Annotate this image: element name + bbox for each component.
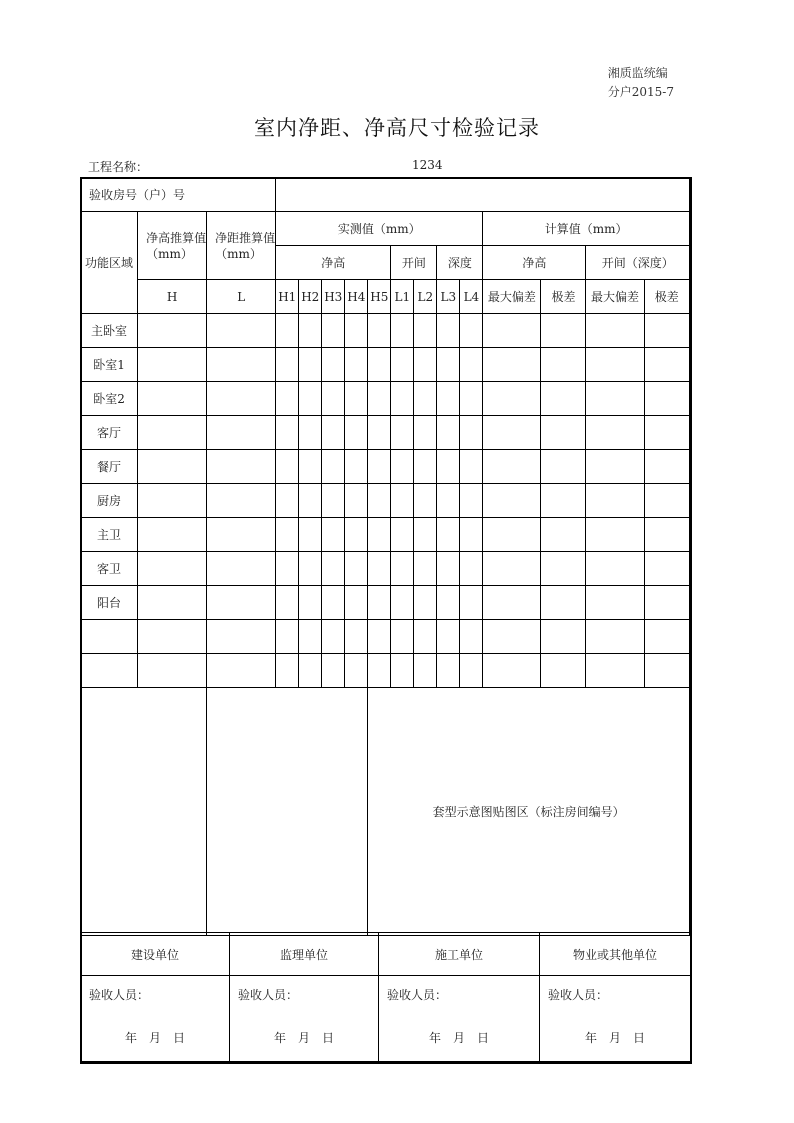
- table-row: [81, 382, 690, 416]
- data-cell[interactable]: [541, 654, 586, 688]
- data-cell[interactable]: [299, 620, 322, 654]
- data-cell[interactable]: [276, 314, 299, 348]
- sign-cell-property[interactable]: [540, 976, 691, 1062]
- data-cell[interactable]: [644, 348, 689, 382]
- data-cell[interactable]: [437, 552, 460, 586]
- data-cell[interactable]: [276, 348, 299, 382]
- date-label: 年 月 日: [428, 1031, 489, 1045]
- room-name: 主卫: [81, 518, 138, 552]
- data-cell[interactable]: [391, 620, 414, 654]
- data-cell[interactable]: [368, 484, 391, 518]
- data-cell[interactable]: [541, 314, 586, 348]
- data-cell[interactable]: [391, 450, 414, 484]
- data-cell[interactable]: [414, 314, 437, 348]
- inspector-label: 验收人员：: [89, 988, 150, 1002]
- net-height-header: 净高: [276, 246, 391, 280]
- data-cell[interactable]: [207, 348, 276, 382]
- data-cell[interactable]: [368, 348, 391, 382]
- h2-header: H2: [299, 280, 322, 314]
- form-code-line1: 湘质监统编: [607, 66, 668, 80]
- max-dev2-header: 最大偏差: [586, 280, 644, 314]
- diagram-area[interactable]: [207, 688, 368, 936]
- h1-header: H1: [276, 280, 299, 314]
- sign-unit-supervisor: 监理单位: [230, 933, 379, 976]
- h5-header: H5: [368, 280, 391, 314]
- data-cell[interactable]: [460, 620, 483, 654]
- room-no-label: 验收房号（户）号: [81, 178, 276, 212]
- data-cell[interactable]: [414, 586, 437, 620]
- data-cell[interactable]: [368, 314, 391, 348]
- h3-header: H3: [322, 280, 345, 314]
- data-cell[interactable]: [322, 654, 345, 688]
- data-cell[interactable]: [207, 484, 276, 518]
- data-cell[interactable]: [368, 416, 391, 450]
- data-cell[interactable]: [437, 382, 460, 416]
- data-cell[interactable]: [207, 620, 276, 654]
- data-cell[interactable]: [299, 586, 322, 620]
- data-cell[interactable]: [483, 586, 541, 620]
- table-row: [81, 314, 690, 348]
- data-cell[interactable]: [299, 484, 322, 518]
- project-name-label: 工程名称：: [88, 160, 149, 174]
- data-cell[interactable]: [541, 620, 586, 654]
- data-cell[interactable]: [460, 552, 483, 586]
- data-cell[interactable]: [276, 552, 299, 586]
- data-cell[interactable]: [437, 654, 460, 688]
- data-cell[interactable]: [460, 654, 483, 688]
- data-cell[interactable]: [644, 416, 689, 450]
- data-cell[interactable]: [460, 382, 483, 416]
- data-cell[interactable]: [483, 450, 541, 484]
- data-cell[interactable]: [138, 382, 207, 416]
- table-row: [81, 586, 690, 620]
- table-row: [81, 654, 690, 688]
- data-cell[interactable]: [322, 484, 345, 518]
- max-dev-header: 最大偏差: [483, 280, 541, 314]
- data-cell[interactable]: [345, 586, 368, 620]
- sign-unit-property: 物业或其他单位: [540, 933, 691, 976]
- data-cell[interactable]: [644, 654, 689, 688]
- data-cell[interactable]: [391, 314, 414, 348]
- data-cell[interactable]: [460, 586, 483, 620]
- table-row: [81, 552, 690, 586]
- sign-cell-supervisor[interactable]: [230, 976, 379, 1062]
- data-cell[interactable]: [138, 552, 207, 586]
- data-cell[interactable]: [138, 518, 207, 552]
- calc-bay-depth-header: 开间（深度）: [586, 246, 690, 280]
- data-cell[interactable]: [437, 416, 460, 450]
- data-cell[interactable]: [437, 314, 460, 348]
- data-cell[interactable]: [483, 382, 541, 416]
- page-title: 室内净距、净高尺寸检验记录: [254, 116, 540, 140]
- data-cell[interactable]: [586, 620, 644, 654]
- date-label: 年 月 日: [584, 1031, 645, 1045]
- data-cell[interactable]: [437, 348, 460, 382]
- room-no-value[interactable]: [276, 178, 690, 212]
- data-cell[interactable]: [391, 348, 414, 382]
- data-cell[interactable]: [414, 416, 437, 450]
- data-cell[interactable]: [460, 314, 483, 348]
- project-name-value[interactable]: 1234: [412, 158, 443, 172]
- data-cell[interactable]: [207, 552, 276, 586]
- room-name: 卧室2: [81, 382, 138, 416]
- table-row: [81, 416, 690, 450]
- data-cell[interactable]: [644, 620, 689, 654]
- data-cell[interactable]: [483, 552, 541, 586]
- data-cell[interactable]: [541, 552, 586, 586]
- data-cell[interactable]: [541, 416, 586, 450]
- room-name: [81, 620, 138, 654]
- data-cell[interactable]: [345, 620, 368, 654]
- data-cell[interactable]: [276, 620, 299, 654]
- data-cell[interactable]: [644, 450, 689, 484]
- data-cell[interactable]: [138, 484, 207, 518]
- room-name: 客卫: [81, 552, 138, 586]
- range2-header: 极差: [644, 280, 689, 314]
- data-cell[interactable]: [368, 654, 391, 688]
- data-cell[interactable]: [391, 382, 414, 416]
- data-cell[interactable]: [460, 348, 483, 382]
- h-calc-header: 净高推算值（mm）: [138, 212, 207, 280]
- data-cell[interactable]: [345, 518, 368, 552]
- sign-cell-owner[interactable]: [81, 976, 230, 1062]
- date-label: 年 月 日: [124, 1031, 185, 1045]
- data-cell[interactable]: [276, 654, 299, 688]
- data-cell[interactable]: [322, 348, 345, 382]
- data-cell[interactable]: [345, 348, 368, 382]
- data-cell[interactable]: [368, 620, 391, 654]
- data-cell[interactable]: [414, 654, 437, 688]
- data-cell[interactable]: [138, 450, 207, 484]
- data-cell[interactable]: [276, 416, 299, 450]
- data-cell[interactable]: [644, 484, 689, 518]
- sign-cell-contractor[interactable]: [379, 976, 540, 1062]
- data-cell[interactable]: [138, 654, 207, 688]
- table-row: [81, 450, 690, 484]
- room-name: 阳台: [81, 586, 138, 620]
- data-cell[interactable]: [483, 416, 541, 450]
- date-label: 年 月 日: [273, 1031, 334, 1045]
- data-cell[interactable]: [483, 654, 541, 688]
- room-name: 客厅: [81, 416, 138, 450]
- data-cell[interactable]: [483, 518, 541, 552]
- data-cell[interactable]: [322, 586, 345, 620]
- data-cell[interactable]: [299, 518, 322, 552]
- data-cell[interactable]: [586, 654, 644, 688]
- data-cell[interactable]: [644, 382, 689, 416]
- data-cell[interactable]: [541, 484, 586, 518]
- data-cell[interactable]: [414, 518, 437, 552]
- diagram-left-empty: [81, 688, 207, 936]
- data-cell[interactable]: [483, 484, 541, 518]
- room-name: 厨房: [81, 484, 138, 518]
- data-cell[interactable]: [414, 348, 437, 382]
- data-cell[interactable]: [276, 382, 299, 416]
- data-cell[interactable]: [391, 552, 414, 586]
- data-cell[interactable]: [586, 552, 644, 586]
- data-cell[interactable]: [437, 450, 460, 484]
- room-name: 卧室1: [81, 348, 138, 382]
- data-cell[interactable]: [322, 382, 345, 416]
- data-cell[interactable]: [276, 450, 299, 484]
- l-col-header: L: [207, 280, 276, 314]
- data-cell[interactable]: [644, 552, 689, 586]
- data-cell[interactable]: [460, 518, 483, 552]
- data-cell[interactable]: [299, 654, 322, 688]
- data-cell[interactable]: [299, 314, 322, 348]
- l1-header: L1: [391, 280, 414, 314]
- data-cell[interactable]: [368, 552, 391, 586]
- room-name: 餐厅: [81, 450, 138, 484]
- room-rows: [81, 314, 690, 688]
- range-header: 极差: [541, 280, 586, 314]
- data-cell[interactable]: [207, 654, 276, 688]
- data-cell[interactable]: [345, 552, 368, 586]
- data-cell[interactable]: [541, 518, 586, 552]
- data-cell[interactable]: [586, 484, 644, 518]
- data-cell[interactable]: [483, 314, 541, 348]
- data-cell[interactable]: [586, 518, 644, 552]
- data-cell[interactable]: [322, 620, 345, 654]
- data-cell[interactable]: [541, 382, 586, 416]
- data-cell[interactable]: [299, 416, 322, 450]
- data-cell[interactable]: [437, 484, 460, 518]
- inspection-table: [80, 177, 690, 936]
- form-code-line2: 分户2015-7: [607, 85, 674, 99]
- sign-unit-owner: 建设单位: [81, 933, 230, 976]
- data-cell[interactable]: [322, 518, 345, 552]
- data-cell[interactable]: [391, 484, 414, 518]
- inspector-label: 验收人员：: [238, 988, 299, 1002]
- data-cell[interactable]: [138, 416, 207, 450]
- diagram-note: 套型示意图贴图区（标注房间编号）: [368, 688, 690, 936]
- data-cell[interactable]: [541, 348, 586, 382]
- data-cell[interactable]: [207, 416, 276, 450]
- data-cell[interactable]: [138, 620, 207, 654]
- depth-header: 深度: [437, 246, 483, 280]
- data-cell[interactable]: [322, 416, 345, 450]
- h4-header: H4: [345, 280, 368, 314]
- data-cell[interactable]: [586, 416, 644, 450]
- table-row: [81, 484, 690, 518]
- inspector-label: 验收人员：: [548, 988, 609, 1002]
- l2-header: L2: [414, 280, 437, 314]
- data-cell[interactable]: [541, 586, 586, 620]
- signature-table: [80, 932, 691, 1062]
- data-cell[interactable]: [138, 314, 207, 348]
- data-cell[interactable]: [437, 518, 460, 552]
- data-cell[interactable]: [345, 450, 368, 484]
- data-cell[interactable]: [414, 450, 437, 484]
- data-cell[interactable]: [207, 450, 276, 484]
- table-row: [81, 518, 690, 552]
- data-cell[interactable]: [644, 518, 689, 552]
- data-cell[interactable]: [586, 348, 644, 382]
- data-cell[interactable]: [414, 484, 437, 518]
- room-name: 主卧室: [81, 314, 138, 348]
- sign-unit-contractor: 施工单位: [379, 933, 540, 976]
- data-cell[interactable]: [586, 382, 644, 416]
- data-cell[interactable]: [586, 450, 644, 484]
- table-row: [81, 348, 690, 382]
- data-cell[interactable]: [207, 314, 276, 348]
- data-cell[interactable]: [391, 586, 414, 620]
- data-cell[interactable]: [391, 518, 414, 552]
- data-cell[interactable]: [207, 518, 276, 552]
- form-code: [608, 64, 674, 100]
- data-cell[interactable]: [644, 314, 689, 348]
- data-cell[interactable]: [345, 654, 368, 688]
- data-cell[interactable]: [368, 586, 391, 620]
- data-cell[interactable]: [460, 416, 483, 450]
- data-cell[interactable]: [322, 552, 345, 586]
- data-cell[interactable]: [345, 314, 368, 348]
- area-header: 功能区域: [81, 212, 138, 314]
- data-cell[interactable]: [437, 586, 460, 620]
- data-cell[interactable]: [460, 450, 483, 484]
- data-cell[interactable]: [322, 450, 345, 484]
- bay-header: 开间: [391, 246, 437, 280]
- data-cell[interactable]: [345, 382, 368, 416]
- data-cell[interactable]: [586, 586, 644, 620]
- measured-header: 实测值（mm）: [276, 212, 483, 246]
- h-col-header: H: [138, 280, 207, 314]
- data-cell[interactable]: [345, 416, 368, 450]
- data-cell[interactable]: [276, 518, 299, 552]
- l4-header: L4: [460, 280, 483, 314]
- data-cell[interactable]: [437, 620, 460, 654]
- data-cell[interactable]: [586, 314, 644, 348]
- data-cell[interactable]: [368, 450, 391, 484]
- data-cell[interactable]: [207, 382, 276, 416]
- data-cell[interactable]: [414, 382, 437, 416]
- data-cell[interactable]: [207, 586, 276, 620]
- data-cell[interactable]: [299, 552, 322, 586]
- room-name: [81, 654, 138, 688]
- data-cell[interactable]: [391, 416, 414, 450]
- table-row: [81, 620, 690, 654]
- data-cell[interactable]: [299, 450, 322, 484]
- data-cell[interactable]: [414, 552, 437, 586]
- data-cell[interactable]: [644, 586, 689, 620]
- computed-header: 计算值（mm）: [483, 212, 690, 246]
- data-cell[interactable]: [138, 348, 207, 382]
- data-cell[interactable]: [460, 484, 483, 518]
- data-cell[interactable]: [368, 382, 391, 416]
- data-cell[interactable]: [138, 586, 207, 620]
- data-cell[interactable]: [414, 620, 437, 654]
- data-cell[interactable]: [276, 484, 299, 518]
- data-cell[interactable]: [391, 654, 414, 688]
- inspector-label: 验收人员：: [387, 988, 448, 1002]
- data-cell[interactable]: [345, 484, 368, 518]
- calc-net-height-header: 净高: [483, 246, 586, 280]
- data-cell[interactable]: [276, 586, 299, 620]
- data-cell[interactable]: [299, 348, 322, 382]
- data-cell[interactable]: [541, 450, 586, 484]
- l-calc-header: 净距推算值（mm）: [207, 212, 276, 280]
- data-cell[interactable]: [299, 382, 322, 416]
- data-cell[interactable]: [322, 314, 345, 348]
- l3-header: L3: [437, 280, 460, 314]
- data-cell[interactable]: [483, 620, 541, 654]
- data-cell[interactable]: [368, 518, 391, 552]
- data-cell[interactable]: [483, 348, 541, 382]
